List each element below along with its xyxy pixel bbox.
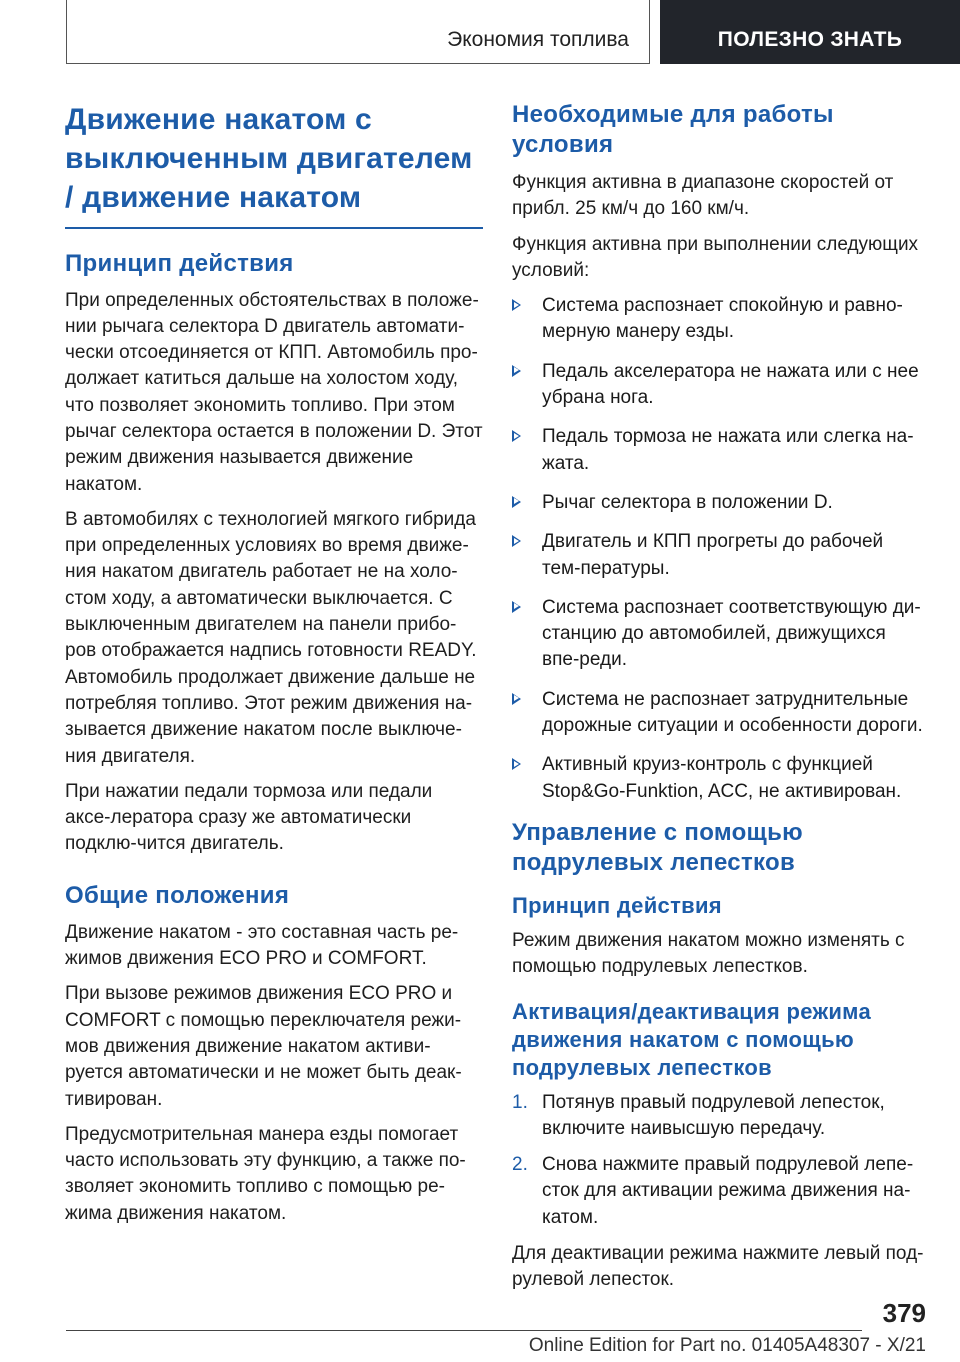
list-item: Система не распознает затруднительные дорожные ситуации и особенности дороги.	[512, 687, 926, 740]
deactivation-text: Для деактивации режима нажмите левый под‐рулевой лепесток.	[512, 1243, 924, 1291]
general-paragraph: При вызове режимов движения ECO PRO и COMFORT с помощью переключателя режи‐мов движения движение накатом активи‐руется автоматически и не может быть деак‐тивирован.	[65, 983, 462, 1110]
general-paragraph: Движение накатом - это составная часть ре‐жимов движения ECO PRO и COMFORT.	[65, 921, 459, 970]
list-item: 2. Снова нажмите правый подрулевой лепе‐сток для активации режима движения на‐катом.	[512, 1154, 914, 1228]
left-column	[65, 100, 483, 1236]
activation-steps	[512, 1090, 926, 1231]
general-paragraph: Предусмотрительная манера езды помогает часто использовать эту функцию, а также по‐зволяет экономить топливо с помощью ре‐жима движения накатом.	[65, 1123, 466, 1224]
general-heading: Общие положения	[65, 881, 290, 909]
list-item: Педаль тормоза не нажата или слегка на‐жата.	[512, 424, 926, 477]
triangle-bullet-icon	[512, 693, 521, 705]
footer-divider	[66, 1330, 862, 1331]
list-item: Система распознает соответствующую ди‐станцию до автомобилей, движущихся впе‐реди.	[512, 595, 926, 674]
header-chapter-label: ПОЛЕЗНО ЗНАТЬ	[717, 28, 903, 51]
triangle-bullet-icon	[512, 365, 521, 377]
triangle-bullet-icon	[512, 496, 521, 508]
triangle-bullet-icon	[512, 601, 521, 613]
list-item: Двигатель и КПП прогреты до рабочей тем‐пературы.	[512, 529, 926, 582]
paddles-principle-heading: Принцип действия	[512, 892, 722, 918]
principle-heading: Принцип действия	[65, 249, 294, 277]
title-divider	[65, 227, 483, 229]
conditions-paragraph: Функция активна в диапазоне скоростей от прибл. 25 км/ч до 160 км/ч.	[512, 172, 894, 220]
page-number: 379	[882, 1298, 926, 1328]
list-item: Педаль акселератора не нажата или с нее убрана нога.	[512, 359, 926, 412]
step-number: 2.	[512, 1154, 528, 1176]
page-title: Движение накатом с выключенным двигателем / движение накатом	[65, 103, 473, 214]
right-column	[512, 100, 926, 1303]
step-number: 1.	[512, 1091, 528, 1113]
triangle-bullet-icon	[512, 430, 521, 442]
triangle-bullet-icon	[512, 758, 521, 770]
principle-paragraph: В автомобилях с технологией мягкого гибрида при определенных условиях во время движе‐ния накатом двигатель работает не на холо‐стом ходу, а автоматически выключается. С выключенным двигателем на панели прибо‐ров отображается надпись готовности READY. Автомобиль продолжает движение дальше не потребляя топливо. Этот режим движения на‐зывается движение накатом после выключе‐ния двигателя.	[65, 508, 477, 767]
conditions-paragraph: Функция активна при выполнении следующих условий:	[512, 233, 919, 281]
list-item: Рычаг селектора в положении D.	[512, 490, 926, 516]
principle-paragraph: При нажатии педали тормоза или педали аксе‐лератора сразу же автоматически подклю‐чится двигатель.	[65, 780, 433, 855]
list-item: Активный круиз-контроль с функцией Stop&Go-Funktion, ACC, не активирован.	[512, 752, 926, 805]
header-section-title: Экономия топлива	[447, 28, 629, 51]
triangle-bullet-icon	[512, 535, 521, 547]
paddles-heading: Управление с помощью подрулевых лепестков	[512, 818, 803, 876]
list-item: 1. Потянув правый подрулевой лепесток, включите наивысшую передачу.	[512, 1091, 885, 1139]
list-item: Система распознает спокойную и равно‐мерную манеру езды.	[512, 293, 926, 346]
activation-heading: Активация/деактивация режима движения накатом с помощью подрулевых лепестков	[512, 998, 872, 1080]
triangle-bullet-icon	[512, 299, 521, 311]
paddles-principle-text: Режим движения накатом можно изменять с помощью подрулевых лепестков.	[512, 929, 905, 978]
header-section-box	[66, 0, 650, 64]
conditions-heading: Необходимые для работы условия	[512, 101, 834, 158]
header-chapter-tab	[660, 0, 960, 64]
principle-paragraph: При определенных обстоятельствах в положе‐нии рычага селектора D двигатель автомати‐чески отсоединяется от КПП. Автомобиль про‐должает катиться дальше на холостом ходу, что позволяет экономить топливо. При этом рычаг селектора остается в положении D. Этот режим движения называется движение накатом.	[65, 289, 483, 495]
footer-edition: Online Edition for Part no. 01405A48307 - X/21	[528, 1335, 926, 1356]
conditions-list	[512, 293, 926, 805]
